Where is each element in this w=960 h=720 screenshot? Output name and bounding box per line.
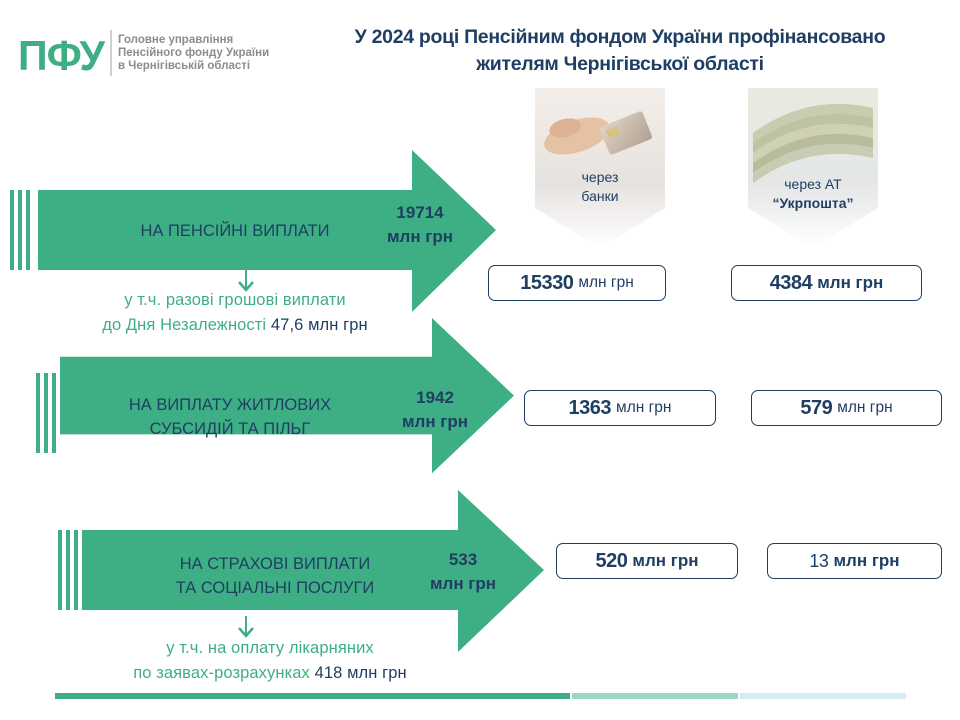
subsidy-label-line-1: НА ВИПЛАТУ ЖИТЛОВИХ bbox=[128, 396, 332, 414]
pension-note-line-2: до Дня Незалежності bbox=[102, 316, 267, 334]
pension-note bbox=[40, 288, 430, 338]
footer-bar-lightblue bbox=[740, 693, 906, 699]
arrow-stripe bbox=[44, 373, 48, 453]
pension-total-number: 19714 bbox=[396, 203, 444, 222]
subsidy-total-unit: млн грн bbox=[401, 412, 469, 431]
subsidy-banks-unit: млн грн bbox=[616, 399, 672, 416]
subsidy-post-box bbox=[751, 390, 942, 426]
pension-note-value: 47,6 млн грн bbox=[270, 316, 368, 334]
pension-post-number: 4384 bbox=[769, 271, 813, 294]
insurance-label-line-1: НА СТРАХОВІ ВИПЛАТИ bbox=[179, 555, 371, 573]
pfu-logo bbox=[18, 30, 106, 78]
subsidy-label-line-2: СУБСИДІЙ ТА ПІЛЬГ bbox=[149, 420, 311, 438]
post-label-line-1: через АТ bbox=[784, 176, 842, 192]
pension-total bbox=[365, 201, 475, 249]
subsidy-label bbox=[90, 393, 370, 441]
pension-note-line-1: у т.ч. разові грошові виплати bbox=[124, 291, 346, 309]
arrow-stripe bbox=[26, 190, 30, 270]
org-line-1: Головне управління bbox=[118, 34, 234, 46]
insurance-total-number: 533 bbox=[448, 550, 478, 569]
post-photo bbox=[748, 88, 878, 248]
banks-label-line-2: банки bbox=[581, 188, 619, 204]
pension-post-box bbox=[731, 265, 922, 301]
subsidy-banks-number: 1363 bbox=[568, 396, 612, 419]
insurance-post-number: 13 bbox=[809, 550, 829, 571]
pension-post-unit: млн грн bbox=[817, 273, 884, 292]
subsidy-total-number: 1942 bbox=[416, 388, 454, 407]
arrow-stripe bbox=[66, 530, 70, 610]
subsidy-total bbox=[380, 386, 490, 434]
subsidy-post-unit: млн грн bbox=[837, 399, 893, 416]
footer-bar-green bbox=[55, 693, 570, 699]
footer-bar-mint bbox=[572, 693, 738, 699]
logo-text: ПФУ bbox=[18, 32, 106, 78]
arrow-stripe bbox=[58, 530, 62, 610]
pension-banks-box bbox=[488, 265, 666, 301]
arrow-stripe bbox=[18, 190, 22, 270]
pension-banks-number: 15330 bbox=[520, 271, 574, 294]
org-line-2: Пенсійного фонду України bbox=[118, 47, 270, 59]
subsidy-post-number: 579 bbox=[800, 396, 833, 419]
insurance-total-unit: млн грн bbox=[429, 574, 497, 593]
pension-total-unit: млн грн bbox=[386, 227, 454, 246]
pension-banks-unit: млн грн bbox=[578, 274, 634, 291]
org-name bbox=[118, 34, 298, 73]
banks-label-line-1: через bbox=[581, 169, 619, 185]
insurance-post-unit: млн грн bbox=[833, 551, 900, 570]
pension-label-line: НА ПЕНСІЙНІ ВИПЛАТИ bbox=[140, 222, 330, 240]
page-title bbox=[300, 24, 940, 78]
arrow-stripe bbox=[36, 373, 40, 453]
insurance-note bbox=[70, 636, 470, 686]
post-label bbox=[748, 175, 878, 213]
post-label-line-2: “Укрпошта” bbox=[772, 195, 854, 211]
insurance-post-box bbox=[767, 543, 942, 579]
arrow-stripe bbox=[74, 530, 78, 610]
insurance-banks-number: 520 bbox=[595, 549, 628, 572]
insurance-banks-box bbox=[556, 543, 738, 579]
title-line-2: жителям Чернігівської області bbox=[476, 53, 764, 75]
arrow-stripe bbox=[52, 373, 56, 453]
arrow-stripe bbox=[10, 190, 14, 270]
banks-label bbox=[535, 168, 665, 206]
pension-label bbox=[90, 219, 380, 243]
insurance-banks-unit: млн грн bbox=[632, 551, 699, 570]
subsidy-banks-box bbox=[524, 390, 716, 426]
insurance-total bbox=[408, 548, 518, 596]
logo-divider bbox=[110, 30, 112, 76]
insurance-label-line-2: ТА СОЦІАЛЬНІ ПОСЛУГИ bbox=[175, 579, 375, 597]
insurance-note-line-2: по заявах-розрахунках bbox=[133, 664, 310, 682]
title-line-1: У 2024 році Пенсійним фондом України профінансовано bbox=[354, 26, 886, 48]
insurance-label bbox=[130, 552, 420, 600]
insurance-note-line-1: у т.ч. на оплату лікарняних bbox=[166, 639, 374, 657]
org-line-3: в Чернігівській області bbox=[118, 60, 251, 72]
insurance-note-value: 418 млн грн bbox=[314, 664, 407, 682]
